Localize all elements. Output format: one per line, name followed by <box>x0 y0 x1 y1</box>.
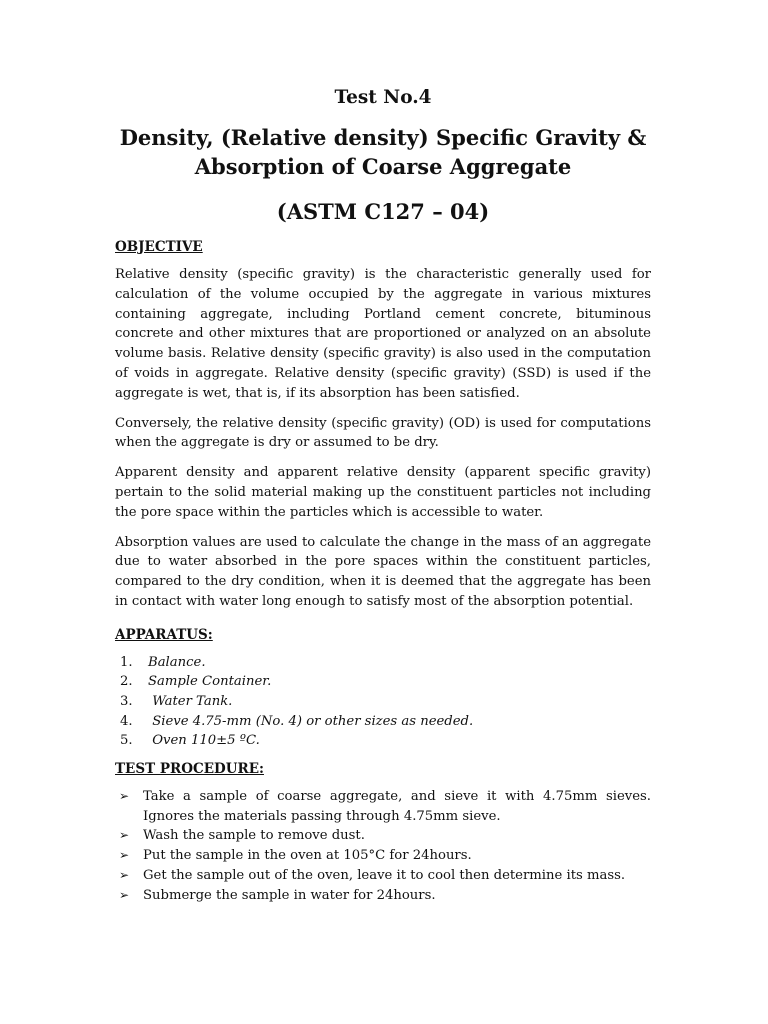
apparatus-item-text: Oven 110±5 ºC. <box>148 733 260 749</box>
list-item <box>115 672 651 692</box>
test-number: Test No.4 <box>334 87 432 108</box>
procedure-step-text: Put the sample in the oven at 105°C for 24hours. <box>143 848 472 864</box>
list-item <box>115 692 651 712</box>
list-number: 4. <box>120 713 133 729</box>
apparatus-item-text: Water Tank. <box>148 693 233 709</box>
list-item <box>115 712 651 732</box>
list-number: 5. <box>120 733 133 749</box>
procedure-step-text: Take a sample of coarse aggregate, and sieve it with 4.75mm sieves. Ignores the materials passing through 4.75mm sieve. <box>143 788 651 824</box>
objective-paragraph-1: Relative density (specific gravity) is the characteristic generally used for calculation of the volume occupied by the aggregate in various mixtures containing aggregate, including Portland cement concrete, bituminous concrete and other mixtures that are proportioned or analyzed on an absolute volume basis. Relative density (specific gravity) is also used in the computation of voids in aggregate. Relative density (specific gravity) (SSD) is used if the aggregate is wet, that is, if its absorption has been satisfied. <box>115 267 651 401</box>
list-number: 1. <box>120 654 133 670</box>
list-item <box>115 886 651 906</box>
list-item <box>115 866 651 886</box>
title-line-2: Absorption of Coarse Aggregate <box>194 154 572 179</box>
list-item <box>115 826 651 846</box>
procedure-list <box>115 787 651 906</box>
apparatus-heading: APPARATUS: <box>115 626 213 643</box>
apparatus-item-text: Balance. <box>148 654 206 670</box>
document-title <box>115 123 651 181</box>
list-item <box>115 653 651 673</box>
list-item <box>115 787 651 827</box>
objective-paragraph-2: Conversely, the relative density (specific gravity) (OD) is used for computations when the aggregate is dry or assumed to be dry. <box>115 415 651 451</box>
standard-reference: (ASTM C127 – 04) <box>276 199 490 224</box>
list-number: 2. <box>120 674 133 690</box>
arrow-bullet-icon: ➢ <box>119 867 130 882</box>
procedure-step-text: Submerge the sample in water for 24hours. <box>143 887 436 903</box>
objective-paragraph-4: Absorption values are used to calculate the change in the mass of an aggregate due to water absorbed in the pore spaces within the constituent particles, compared to the dry condition, when it is deemed that the aggregate has been in contact with water long enough to satisfy most of the absorption potential. <box>115 534 651 609</box>
arrow-bullet-icon: ➢ <box>119 788 130 803</box>
arrow-bullet-icon: ➢ <box>119 887 130 902</box>
title-line-1: Density, (Relative density) Specific Gravity & <box>119 125 647 150</box>
list-item <box>115 731 651 751</box>
arrow-bullet-icon: ➢ <box>119 828 130 843</box>
arrow-bullet-icon: ➢ <box>119 848 130 863</box>
list-number: 3. <box>120 693 133 709</box>
objective-paragraph-3: Apparent density and apparent relative density (apparent specific gravity) pertain to the solid material making up the constituent particles not including the pore space within the particles which is accessible to water. <box>115 465 651 520</box>
procedure-step-text: Wash the sample to remove dust. <box>143 828 365 844</box>
procedure-step-text: Get the sample out of the oven, leave it to cool then determine its mass. <box>143 867 626 883</box>
list-item <box>115 846 651 866</box>
apparatus-list <box>115 653 651 751</box>
apparatus-item-text: Sample Container. <box>148 674 272 690</box>
apparatus-item-text: Sieve 4.75-mm (No. 4) or other sizes as needed. <box>148 713 474 729</box>
objective-heading: OBJECTIVE <box>115 239 203 255</box>
procedure-heading: TEST PROCEDURE: <box>115 760 264 777</box>
